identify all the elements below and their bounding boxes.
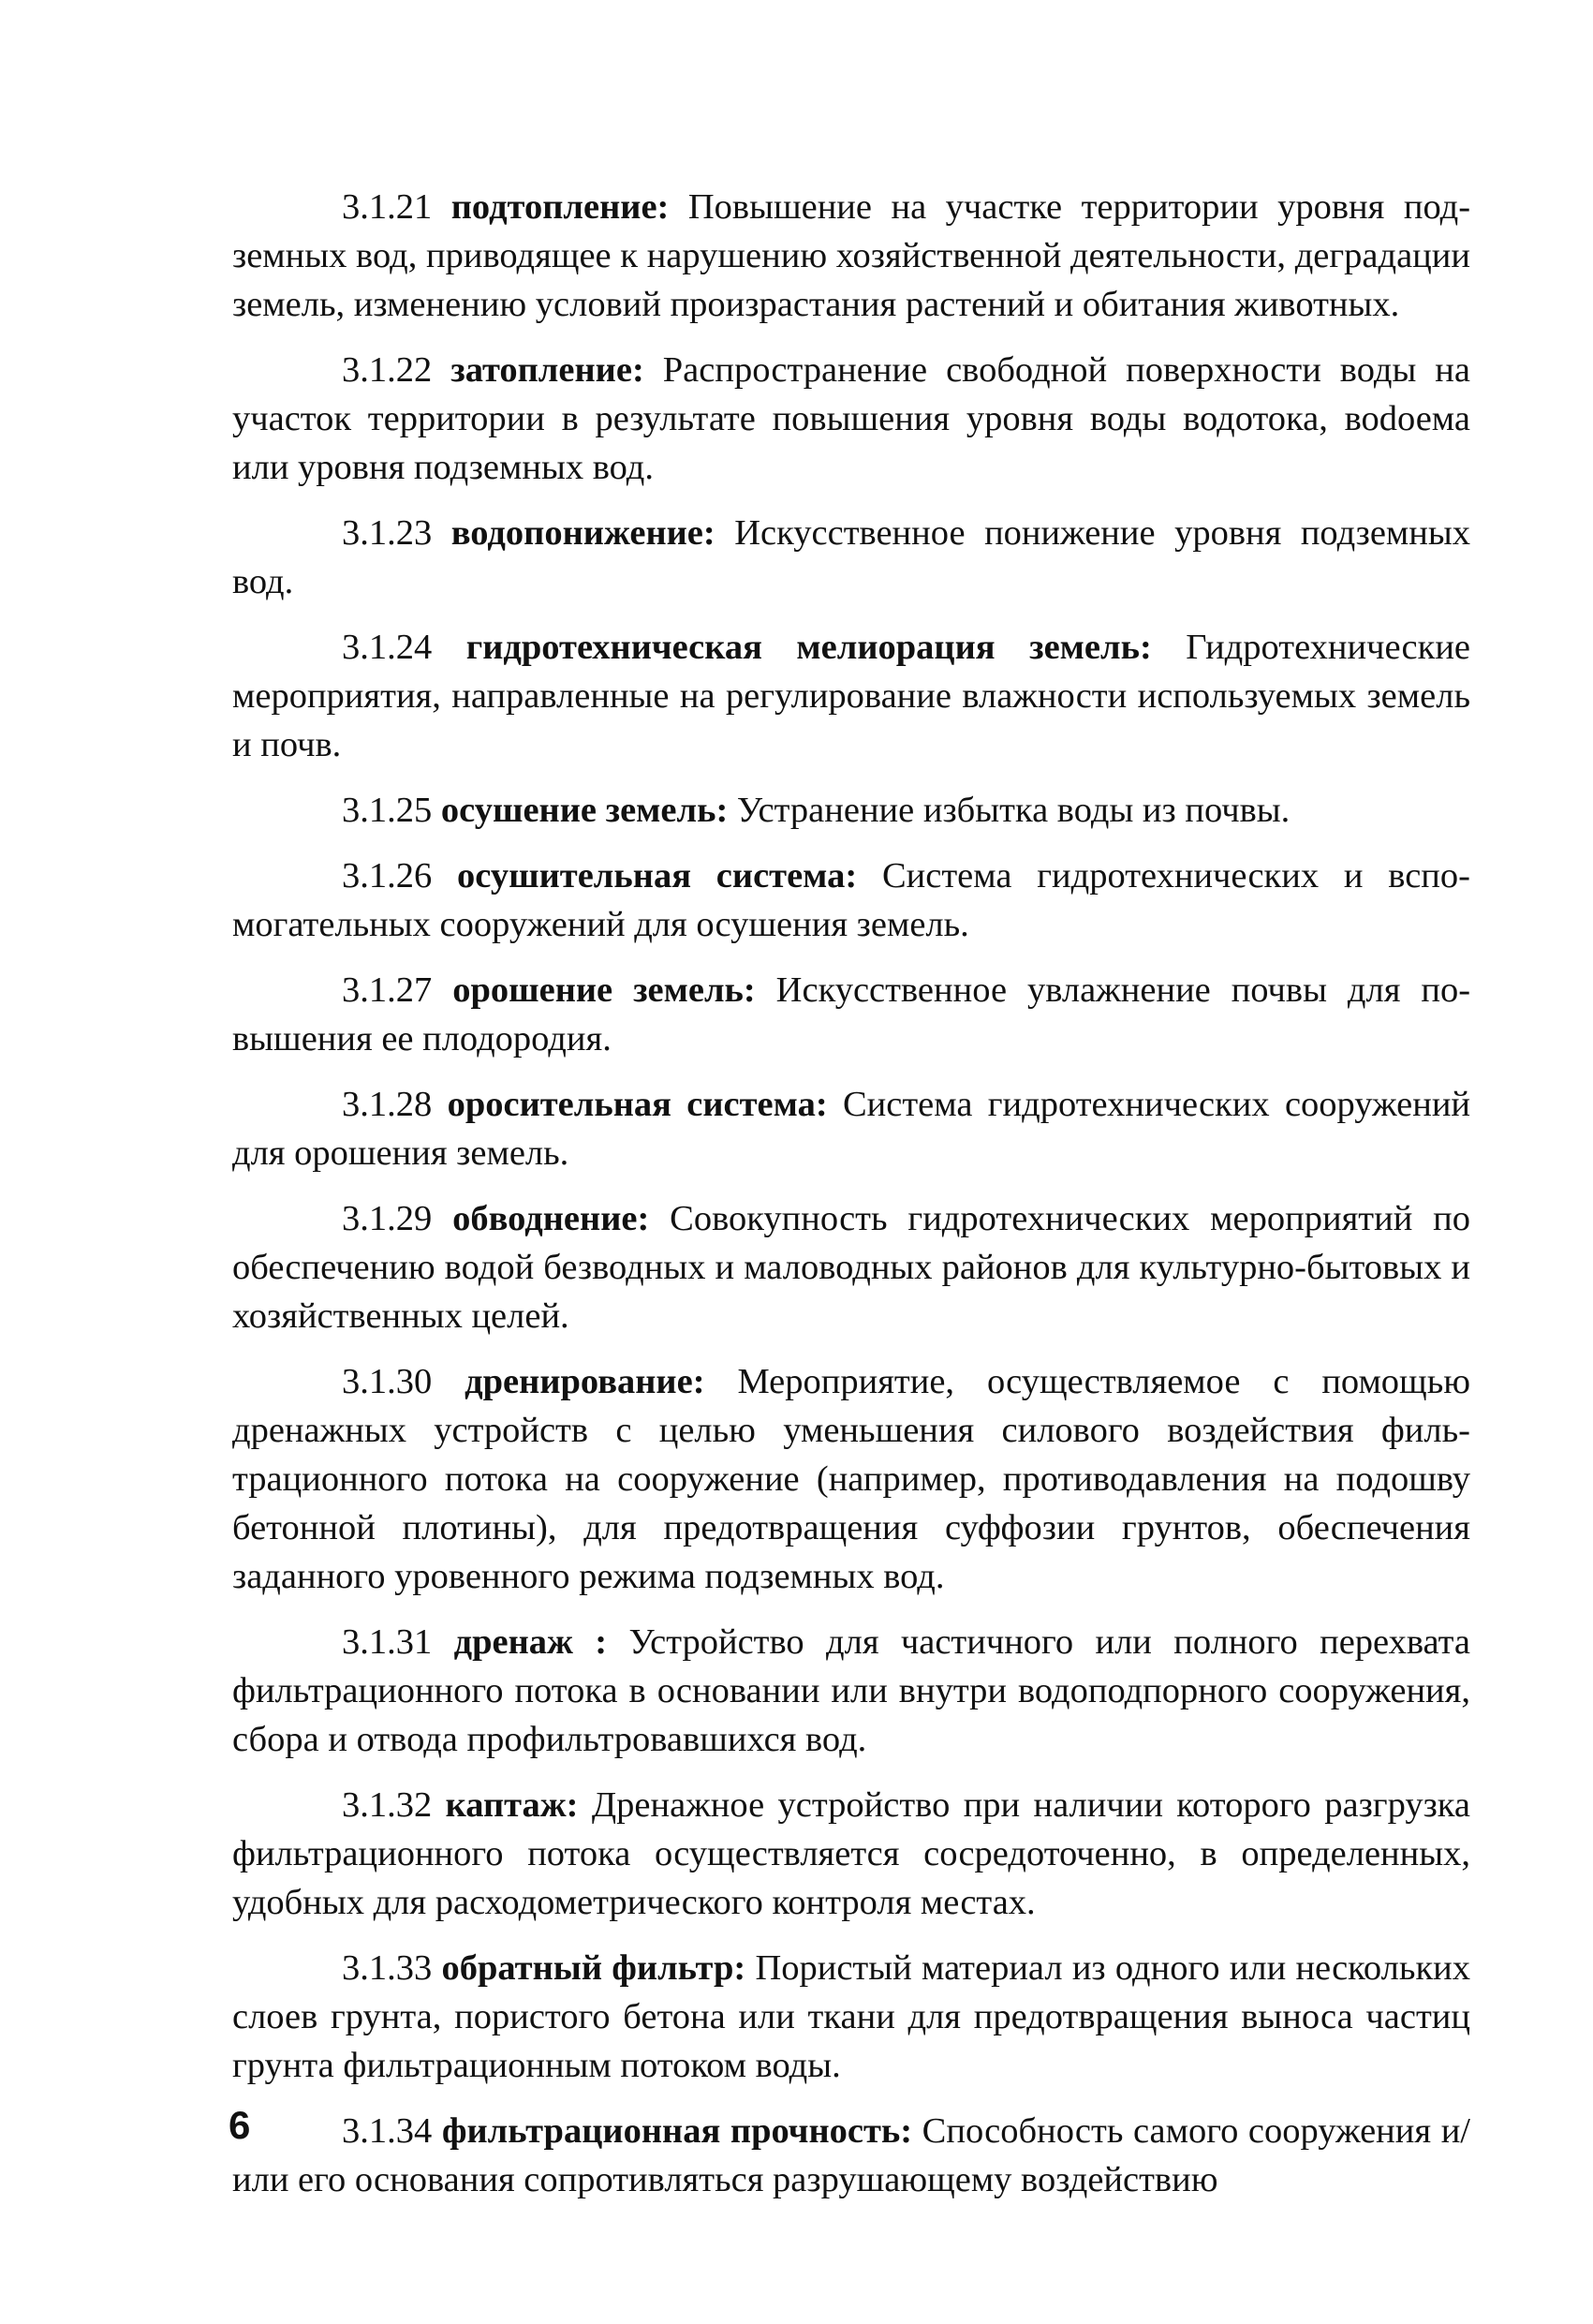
definition-entry-3-1-24: [232, 623, 1470, 769]
entry-term: осушение земель:: [440, 791, 729, 830]
entry-number: 3.1.24: [342, 628, 433, 667]
definition-entry-3-1-29: [232, 1194, 1470, 1340]
entry-definition: Распространение свободной поверхности воды на участок территории в результате повышения уровня воды водотока, воdоема или уровня подземных вод.: [232, 350, 1470, 487]
page-number: 6: [229, 2103, 251, 2147]
entry-definition: Гидротехнические мероприятия, направленные на регулирование влажности используемых земель и почв.: [232, 628, 1471, 764]
entry-term: обратный фильтр:: [441, 1948, 746, 1988]
entry-term: осушительная система:: [457, 856, 858, 896]
entry-term: дренаж :: [453, 1622, 608, 1662]
entry-definition: Система гидротехнических сооружений для орошения земель.: [232, 1085, 1471, 1173]
entry-term: орошение земель:: [452, 970, 756, 1010]
definition-entry-3-1-27: [232, 966, 1470, 1063]
entry-term: затопление:: [450, 350, 644, 390]
entry-number: 3.1.22: [342, 350, 433, 390]
definition-entry-3-1-32: [232, 1781, 1470, 1927]
entry-term: водопонижение:: [450, 513, 715, 553]
entry-definition: Искусственное понижение уровня подземных вод.: [232, 513, 1471, 601]
entry-definition: Искусственное увлажнение почвы для повышения ее плодородия.: [232, 970, 1471, 1058]
definition-entry-3-1-23: [232, 509, 1470, 606]
definition-entry-3-1-25: [232, 786, 1470, 835]
definition-entry-3-1-30: [232, 1357, 1470, 1601]
definition-entry-3-1-33: [232, 1944, 1470, 2090]
entry-number: 3.1.30: [342, 1362, 433, 1401]
entry-definition: Пористый материал из одного или нескольких слоев грунта, пористого бетона или ткани для предотвращения выноса частиц грунта фильтрационным потоком воды.: [232, 1948, 1471, 2085]
entry-term: подтопление:: [450, 187, 670, 227]
entry-definition: Мероприятие, осуществляемое с помощью дренажных устройств с целью уменьшения силового воздействия фильтрационного потока на сооружение (например, противодавления на подошву бетонной плотины), для предотвращения суффозии грунтов, обеспечения заданного уровенного режима подземных вод.: [232, 1362, 1471, 1596]
entry-definition: Дренажное устройство при наличии которого разгрузка фильтрационного потока осуществляется сосредоточенно, в определенных, удобных для расходометрического контроля местах.: [232, 1785, 1471, 1922]
entry-definition: Повышение на участке территории уровня подземных вод, приводящее к нарушению хозяйственной деятельности, деградации земель, изменению условий произрастания растений и обитания животных.: [232, 187, 1471, 324]
entry-term: фильтрационная прочность:: [441, 2111, 913, 2151]
entry-number: 3.1.27: [342, 970, 433, 1010]
definition-entry-3-1-22: [232, 346, 1470, 492]
entry-definition: Способность самого сооружения и/или его основания сопротивляться разрушающему воздействию: [232, 2111, 1471, 2199]
definition-entry-3-1-34: [232, 2107, 1470, 2204]
entry-term: дренирование:: [465, 1362, 705, 1401]
entry-definition: Устройство для частичного или полного перехвата фильтрационного потока в основании или внутри водоподпорного сооружения, сбора и отвода профильтровавшихся вод.: [232, 1622, 1471, 1759]
entry-term: каптаж:: [445, 1785, 579, 1825]
entry-number: 3.1.21: [342, 187, 433, 227]
entry-number: 3.1.26: [342, 856, 433, 896]
entry-number: 3.1.25: [342, 791, 433, 830]
document-body: [232, 183, 1470, 2221]
entry-number: 3.1.29: [342, 1199, 433, 1238]
entry-number: 3.1.32: [342, 1785, 433, 1825]
entry-term: обводнение:: [452, 1199, 650, 1238]
entry-term: оросительная система:: [447, 1085, 828, 1124]
entry-number: 3.1.34: [342, 2111, 433, 2151]
entry-number: 3.1.28: [342, 1085, 433, 1124]
definition-entry-3-1-26: [232, 851, 1470, 949]
entry-number: 3.1.31: [342, 1622, 433, 1662]
entry-definition: Совокупность гидротехнических мероприятий по обеспечению водой безводных и маловодных районов для культурно-бытовых и хозяйственных целей.: [232, 1199, 1471, 1336]
definition-entry-3-1-21: [232, 183, 1470, 329]
definition-entry-3-1-31: [232, 1618, 1470, 1764]
entry-number: 3.1.23: [342, 513, 433, 553]
entry-number: 3.1.33: [342, 1948, 433, 1988]
entry-term: гидротехническая мелиорация земель:: [465, 628, 1152, 667]
entry-definition: Система гидротехнических и вспомогательных сооружений для осушения земель.: [232, 856, 1470, 944]
definition-entry-3-1-28: [232, 1080, 1470, 1177]
entry-definition: Устранение избытка воды из почвы.: [736, 791, 1291, 830]
